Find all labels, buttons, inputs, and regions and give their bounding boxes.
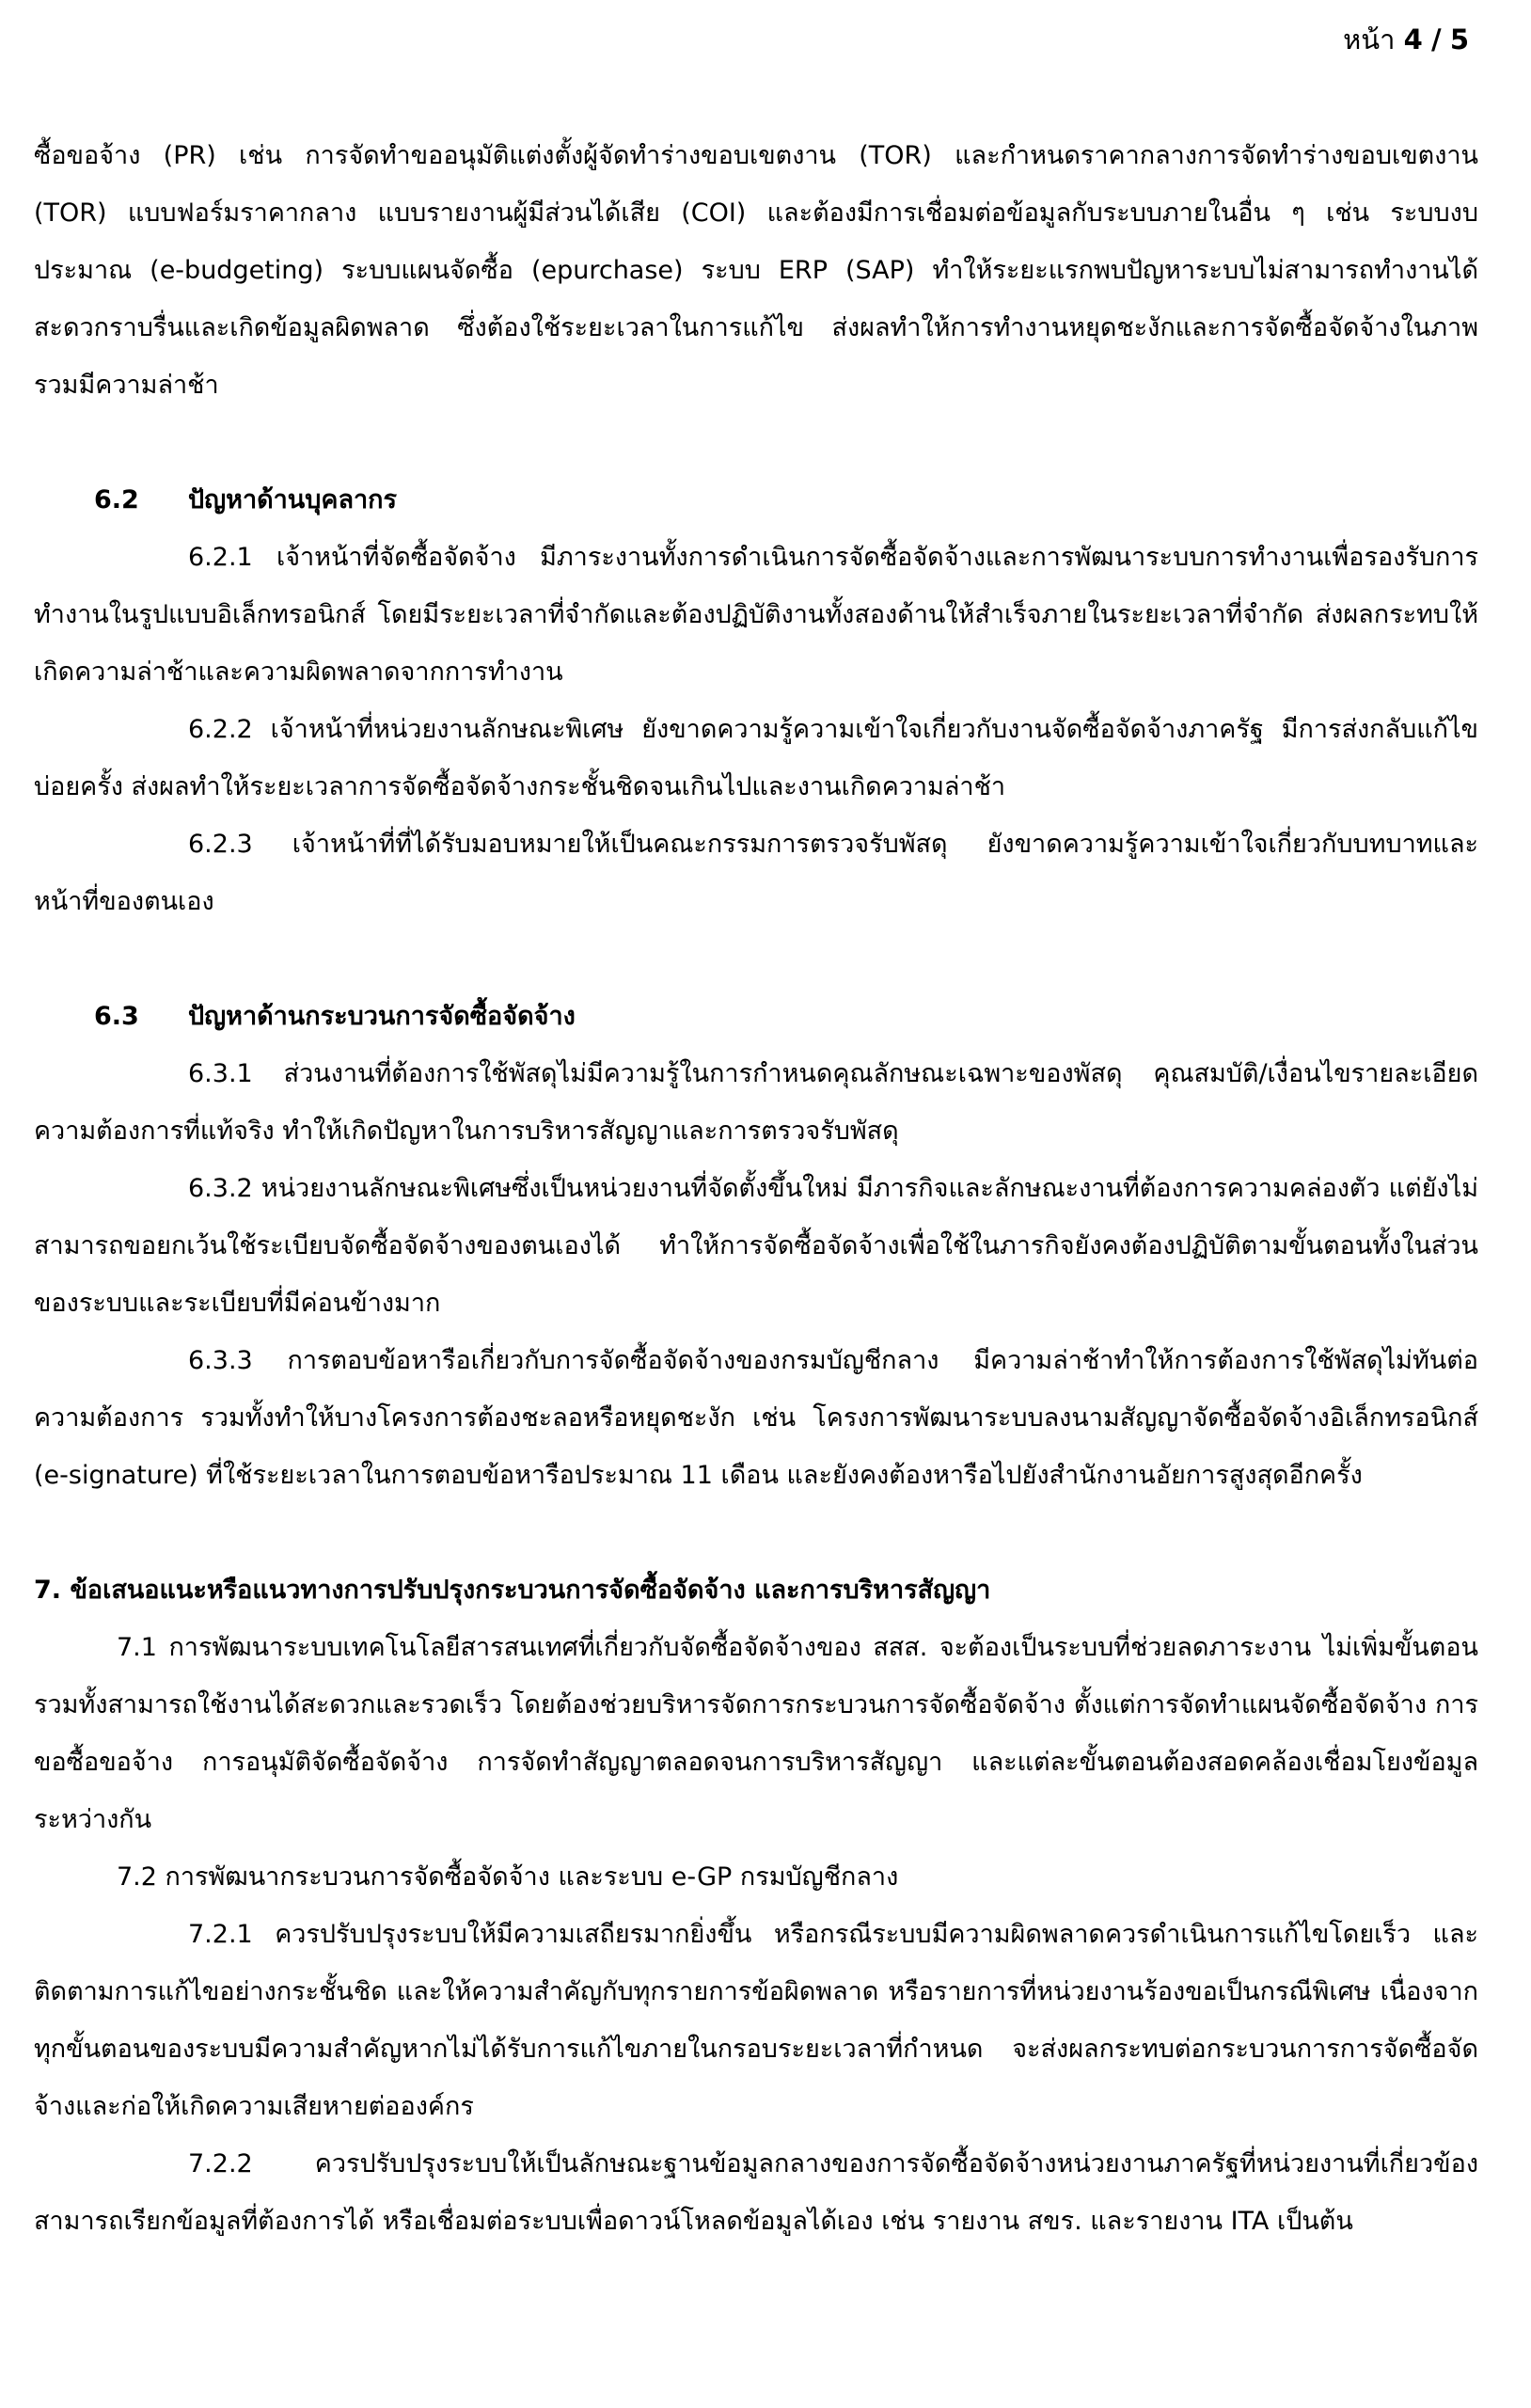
paragraph-6-2-3: 6.2.3 เจ้าหน้าที่ที่ได้รับมอบหมายให้เป็นคณะกรรมการตรวจรับพัสดุ ยังขาดความรู้ความเข้าใจเกี่ยวกับบทบาทและหน้าที่ของตนเอง bbox=[34, 830, 1478, 916]
paragraph-7-2-1: 7.2.1 ควรปรับปรุงระบบให้มีความเสถียรมากยิ่งขึ้น หรือกรณีระบบมีความผิดพลาดควรดำเนินการแก้ไขโดยเร็ว และติดตามการแก้ไขอย่างกระชั้นชิด และให้ความสำคัญกับทุกรายการข้อผิดพลาด หรือรายการที่หน่วยงานร้องขอเป็นกรณีพิเศษ เนื่องจากทุกขั้นตอนของระบบมีความสำคัญหากไม่ได้รับการแก้ไขภายในกรอบระยะเวลาที่กำหนด จะส่งผลกระทบต่อกระบวนการการจัดซื้อจัดจ้างและก่อให้เกิดความเสียหายต่อองค์กร bbox=[34, 1920, 1478, 2121]
page-number-current: 4 bbox=[1403, 24, 1423, 55]
spacer bbox=[34, 414, 1478, 471]
paragraph-7-2: 7.2 การพัฒนากระบวนการจัดซื้อจัดจ้าง และระบบ e-GP กรมบัญชีกลาง bbox=[117, 1862, 899, 1892]
spacer bbox=[34, 930, 1478, 988]
paragraph-6-3-3: 6.3.3 การตอบข้อหารือเกี่ยวกับการจัดซื้อจัดจ้างของกรมบัญชีกลาง มีความล่าช้าทำให้การต้องการใช้พัสดุไม่ทันต่อความต้องการ รวมทั้งทำให้บางโครงการต้องชะลอหรือหยุดชะงัก เช่น โครงการพัฒนาระบบลงนามสัญญาจัดซื้อจัดจ้างอิเล็กทรอนิกส์ (e-signature) ที่ใช้ระยะเวลาในการตอบข้อหารือประมาณ 11 เดือน และยังคงต้องหารือไปยังสำนักงานอัยการสูงสุดอีกครั้ง bbox=[34, 1346, 1478, 1490]
heading-6-3-number: 6.3 bbox=[94, 1002, 139, 1031]
heading-6-3-title: ปัญหาด้านกระบวนการจัดซื้อจัดจ้าง bbox=[188, 1002, 576, 1031]
page-number-total: 5 bbox=[1449, 24, 1469, 55]
spacer bbox=[34, 1504, 1478, 1561]
heading-7: 7. ข้อเสนอแนะหรือแนวทางการปรับปรุงกระบวนการจัดซื้อจัดจ้าง และการบริหารสัญญา bbox=[34, 1576, 991, 1605]
paragraph-6-3-1: 6.3.1 ส่วนงานที่ต้องการใช้พัสดุไม่มีความรู้ในการกำหนดคุณลักษณะเฉพาะของพัสดุ คุณสมบัติ/เงื่อนไขรายละเอียดความต้องการที่แท้จริง ทำให้เกิดปัญหาในการบริหารสัญญาและการตรวจรับพัสดุ bbox=[34, 1059, 1478, 1146]
paragraph-6-2-1: 6.2.1 เจ้าหน้าที่จัดซื้อจัดจ้าง มีภาระงานทั้งการดำเนินการจัดซื้อจัดจ้างและการพัฒนาระบบการทำงานเพื่อรองรับการทำงานในรูปแบบอิเล็กทรอนิกส์ โดยมีระยะเวลาที่จำกัดและต้องปฏิบัติงานทั้งสองด้านให้สำเร็จภายในระยะเวลาที่จำกัด ส่งผลกระทบให้เกิดความล่าช้าและความผิดพลาดจากการทำงาน bbox=[34, 543, 1478, 687]
paragraph-7-2-2: 7.2.2 ควรปรับปรุงระบบให้เป็นลักษณะฐานข้อมูลกลางของการจัดซื้อจัดจ้างหน่วยงานภาครัฐที่หน่วยงานที่เกี่ยวข้องสามารถเรียกข้อมูลที่ต้องการได้ หรือเชื่อมต่อระบบเพื่อดาวน์โหลดข้อมูลได้เอง เช่น รายงาน สขร. และรายงาน ITA เป็นต้น bbox=[34, 2149, 1478, 2236]
paragraph-7-1: 7.1 การพัฒนาระบบเทคโนโลยีสารสนเทศที่เกี่ยวกับจัดซื้อจัดจ้างของ สสส. จะต้องเป็นระบบที่ช่วยลดภาระงาน ไม่เพิ่มขั้นตอน รวมทั้งสามารถใช้งานได้สะดวกและรวดเร็ว โดยต้องช่วยบริหารจัดการกระบวนการจัดซื้อจัดจ้าง ตั้งแต่การจัดทำแผนจัดซื้อจัดจ้าง การขอซื้อขอจ้าง การอนุมัติจัดซื้อจัดจ้าง การจัดทำสัญญาตลอดจนการบริหารสัญญา และแต่ละขั้นตอนต้องสอดคล้องเชื่อมโยงข้อมูลระหว่างกัน bbox=[34, 1633, 1478, 1834]
page-number-separator: / bbox=[1431, 24, 1442, 55]
heading-6-2-number: 6.2 bbox=[94, 485, 139, 515]
document-body bbox=[34, 127, 1478, 2250]
heading-6-2 bbox=[34, 471, 1478, 529]
paragraph-6-2-2: 6.2.2 เจ้าหน้าที่หน่วยงานลักษณะพิเศษ ยังขาดความรู้ความเข้าใจเกี่ยวกับงานจัดซื้อจัดจ้างภาครัฐ มีการส่งกลับแก้ไขบ่อยครั้ง ส่งผลทำให้ระยะเวลาการจัดซื้อจัดจ้างกระชั้นชิดจนเกินไปและงานเกิดความล่าช้า bbox=[34, 715, 1478, 801]
page-number-label: หน้า bbox=[1343, 24, 1396, 55]
heading-6-3 bbox=[34, 988, 1478, 1045]
paragraph-intro: ซื้อขอจ้าง (PR) เช่น การจัดทำขออนุมัติแต่งตั้งผู้จัดทำร่างขอบเขตงาน (TOR) และกำหนดราคากลางการจัดทำร่างขอบเขตงาน (TOR) แบบฟอร์มราคากลาง แบบรายงานผู้มีส่วนได้เสีย (COI) และต้องมีการเชื่อมต่อข้อมูลกับระบบภายในอื่น ๆ เช่น ระบบงบประมาณ (e-budgeting) ระบบแผนจัดซื้อ (epurchase) ระบบ ERP (SAP) ทำให้ระยะแรกพบปัญหาระบบไม่สามารถทำงานได้สะดวกราบรื่นและเกิดข้อมูลผิดพลาด ซึ่งต้องใช้ระยะเวลาในการแก้ไข ส่งผลทำให้การทำงานหยุดชะงักและการจัดซื้อจัดจ้างในภาพรวมมีความล่าช้า bbox=[34, 141, 1478, 400]
heading-6-2-title: ปัญหาด้านบุคลากร bbox=[188, 485, 398, 515]
page-number bbox=[1343, 19, 1469, 60]
paragraph-6-3-2: 6.3.2 หน่วยงานลักษณะพิเศษซึ่งเป็นหน่วยงานที่จัดตั้งขึ้นใหม่ มีภารกิจและลักษณะงานที่ต้องการความคล่องตัว แต่ยังไม่สามารถขอยกเว้นใช้ระเบียบจัดซื้อจัดจ้างของตนเองได้ ทำให้การจัดซื้อจัดจ้างเพื่อใช้ในภารกิจยังคงต้องปฏิบัติตามขั้นตอนทั้งในส่วนของระบบและระเบียบที่มีค่อนข้างมาก bbox=[34, 1174, 1478, 1318]
